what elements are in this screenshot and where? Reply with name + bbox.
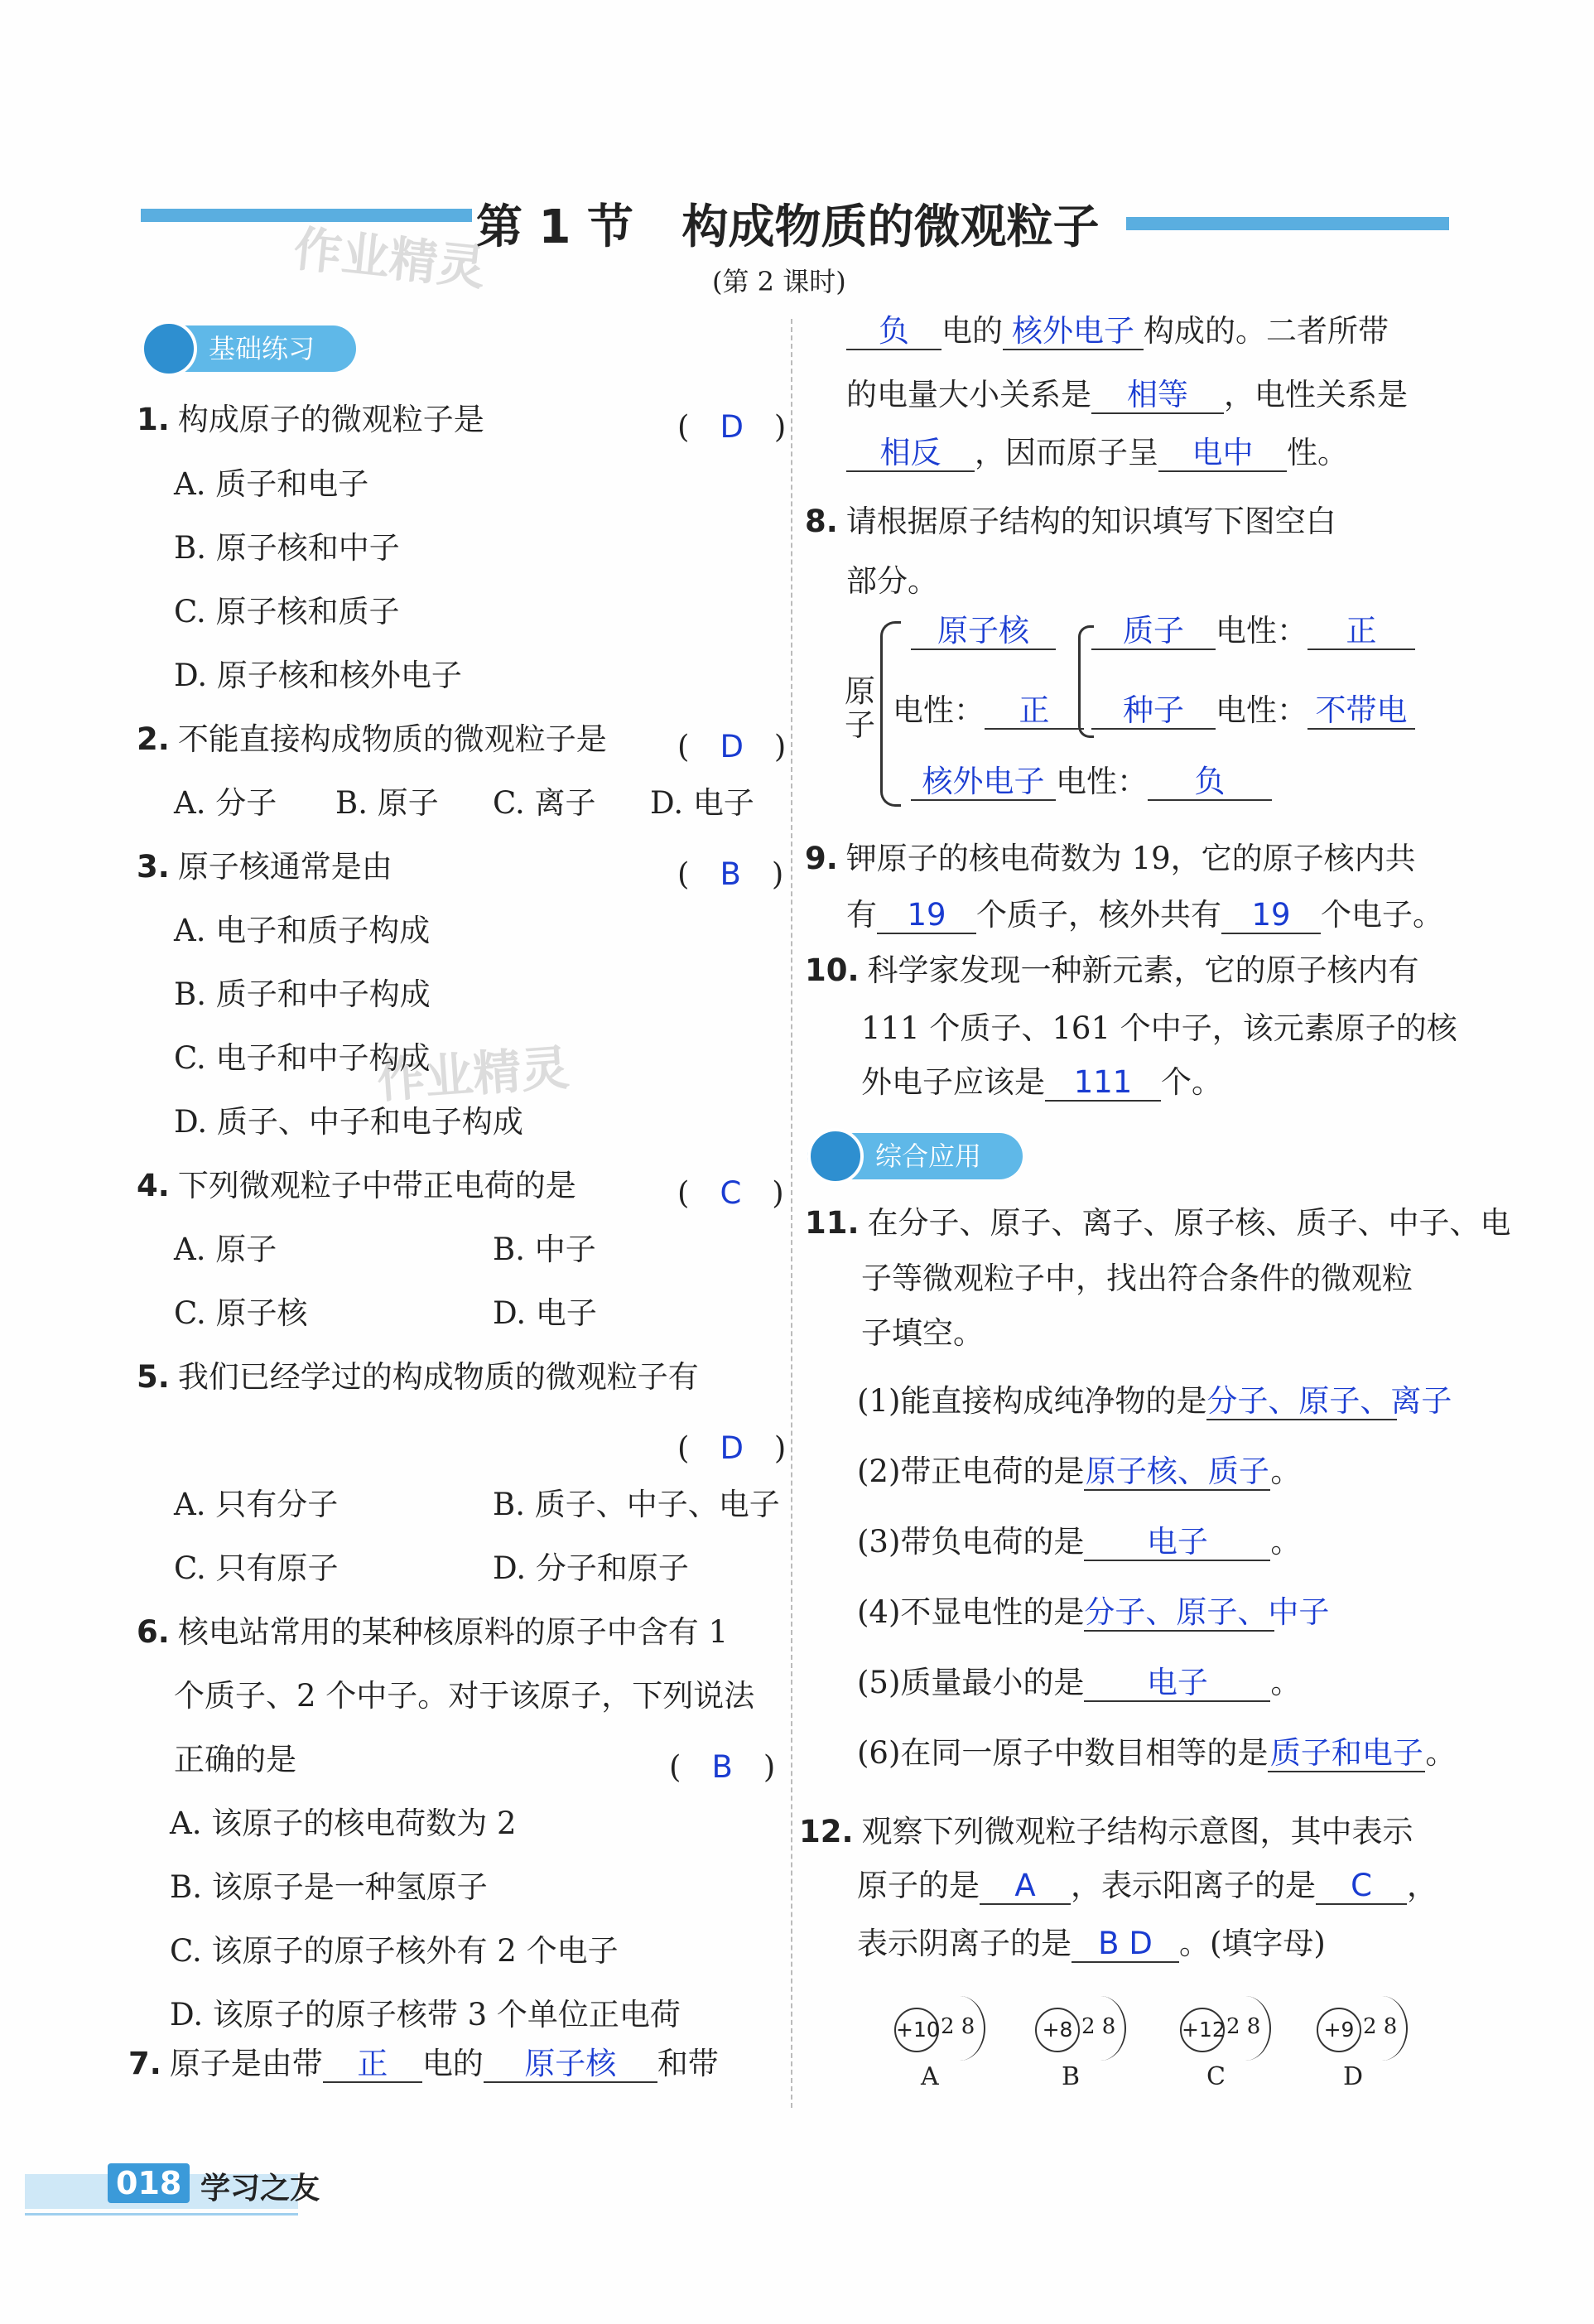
option: A. 质子和电子 [174,466,369,502]
question-10-line: 外电子应该是 111 个。 [861,1064,1222,1100]
question-10-line: 111 个质子、161 个中子，该元素原子的核 [861,1010,1457,1046]
option: D. 该原子的原子核带 3 个单位正电荷 [170,1997,681,2032]
section-badge-applied [807,1133,1023,1179]
sub-question: (4)不显电性的是分子、原子、中子 [857,1594,1330,1630]
option: B. 原子核和中子 [174,530,400,566]
question-10: 10. 科学家发现一种新元素，它的原子核内有 [805,952,1419,988]
section-badge-basic [141,325,356,372]
nucleus-circle: +9 [1317,2008,1361,2052]
option: C. 原子核和质子 [174,594,400,629]
option: B. 质子和中子构成 [174,976,431,1012]
option: C. 离子 [493,785,596,821]
book-title: 学习之友 [200,2172,320,2206]
particle-diagram-b [1035,1996,1134,2091]
diagram-label: C [1206,2062,1226,2091]
sub-question: (5)质量最小的是 电子 。 [857,1665,1302,1700]
section-label: 综合应用 [875,1140,982,1172]
leaf-icon [141,321,197,377]
question-9-line: 有 19 个质子，核外共有 19 个电子。 [846,897,1443,933]
diagram-label: D [1343,2062,1364,2091]
option: B. 中子 [493,1232,596,1267]
option: D. 电子 [650,785,754,821]
page-subtitle: (第 2 课时) [712,266,846,297]
nucleus-circle: +12 [1180,2008,1225,2052]
question-9: 9. 钾原子的核电荷数为 19，它的原子核内共 [805,841,1416,876]
option: D. 质子、中子和电子构成 [174,1104,523,1140]
diagram-label: A [921,2062,939,2091]
sub-question: (6)在同一原子中数目相等的是质子和电子。 [857,1735,1457,1771]
question-7-cont: 相反 ，因而原子呈 电中 性。 [846,435,1348,472]
question-7-cont: 的电量大小关系是 相等 ，电性关系是 [846,377,1408,412]
option: A. 电子和质子构成 [174,913,431,948]
question-5: 5. 我们已经学过的构成物质的微观粒子有 [137,1359,699,1395]
option: B. 原子 [335,785,439,821]
answer-paren: ( D ) [677,409,787,445]
option: B. 质子、中子、电子 [493,1487,780,1522]
option: A. 原子 [174,1232,277,1267]
nucleus-circle: +8 [1035,2008,1080,2052]
page-number: 018 [108,2163,190,2203]
question-11-line: 子填空。 [861,1315,984,1351]
option: A. 只有分子 [174,1487,339,1522]
atom-label: 原子 [845,673,875,743]
nucleus-charge-row: 电性： 正 [893,692,1084,730]
question-6-line: 个质子、2 个中子。对于该原子，下列说法 [174,1678,755,1714]
answer-paren: ( B ) [677,856,784,892]
answer-paren: ( D ) [677,729,787,764]
question-7-cont: 负 电的 核外电子 构成的。二者所带 [846,313,1389,350]
question-4: 4. 下列微观粒子中带正电荷的是 [137,1168,576,1203]
question-8: 8. 请根据原子结构的知识填写下图空白 [805,504,1336,539]
option: D. 原子核和核外电子 [174,658,462,693]
section-label: 基础练习 [209,333,315,364]
question-2: 2. 不能直接构成物质的微观粒子是 [137,721,607,757]
electron-counts: 2 8 [941,2014,975,2039]
sub-question: (2)带正电荷的是原子核、质子。 [857,1454,1302,1489]
question-3: 3. 原子核通常是由 [137,849,392,885]
option: D. 分子和原子 [493,1550,689,1586]
question-7: 7. 原子是由带 正 电的 原子核 和带 [128,2046,719,2081]
question-6-line: 正确的是 [174,1742,296,1777]
diagram-label: B [1062,2062,1081,2091]
proton-row: 质子 电性： 正 [1091,613,1415,650]
option: C. 该原子的原子核外有 2 个电子 [170,1933,619,1969]
electron-counts: 2 8 [1363,2014,1398,2039]
page-title: 第 1 节 构成物质的微观粒子 [476,200,1100,254]
option: B. 该原子是一种氢原子 [170,1869,488,1905]
answer-paren: ( D ) [677,1430,787,1466]
globe-icon [807,1128,864,1184]
question-6: 6. 核电站常用的某种核原料的原子中含有 1 [137,1614,729,1650]
option: C. 电子和中子构成 [174,1040,431,1076]
sub-question: (1)能直接构成纯净物的是分子、原子、离子 [857,1383,1452,1419]
particle-diagram-c [1180,1996,1279,2091]
nucleus-circle: +10 [894,2008,939,2052]
watermark: 作业精灵 [375,1039,571,1109]
particle-diagram-d [1317,1996,1416,2091]
question-11: 11. 在分子、原子、离子、原子核、质子、中子、电 [805,1205,1511,1241]
neutron-row: 种子 电性： 不带电 [1091,692,1415,730]
answer-paren: ( C ) [677,1175,784,1211]
option: A. 分子 [174,785,277,821]
particle-diagram-a [894,1996,994,2091]
answer-paren: ( B ) [669,1749,776,1785]
question-8-line: 部分。 [846,563,938,599]
electron-row: 核外电子 电性： 负 [911,764,1272,801]
sub-question: (3)带负电荷的是 电子 。 [857,1524,1302,1560]
electron-counts: 2 8 [1081,2014,1116,2039]
question-1: 1. 构成原子的微观粒子是 [137,402,484,437]
option: D. 电子 [493,1295,597,1331]
electron-counts: 2 8 [1226,2014,1261,2039]
option: C. 原子核 [174,1295,308,1331]
question-12: 12. 观察下列微观粒子结构示意图，其中表示 [799,1814,1413,1849]
watermark: 作业精灵 [291,220,489,297]
option: A. 该原子的核电荷数为 2 [170,1806,517,1841]
column-divider [791,319,792,2108]
question-12-line: 原子的是 A ，表示阳离子的是 C ， [857,1868,1437,1903]
nucleus-row: 原子核 [911,613,1056,650]
question-12-line: 表示阴离子的是 B D 。(填字母) [857,1926,1326,1961]
footer-rule [25,2213,298,2216]
title-bar-right [1126,217,1449,230]
question-11-line: 子等微观粒子中，找出符合条件的微观粒 [861,1261,1413,1296]
option: C. 只有原子 [174,1550,339,1586]
